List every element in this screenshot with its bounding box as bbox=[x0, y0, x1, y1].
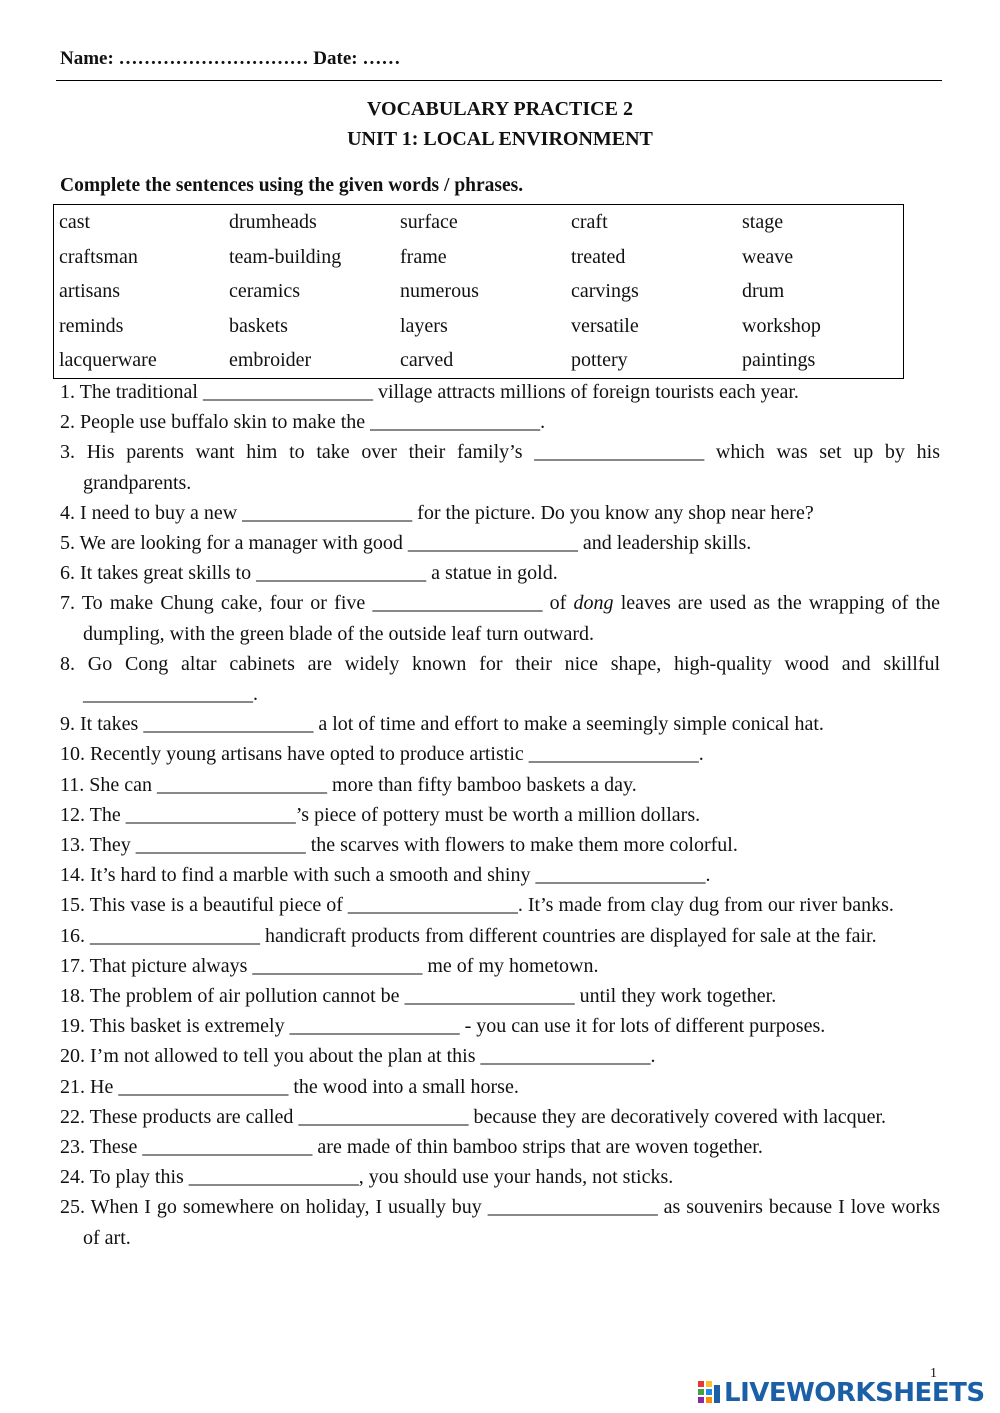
word-box-item: stage bbox=[742, 211, 784, 233]
answer-blank[interactable]: _________________ bbox=[142, 1136, 313, 1159]
question-text: 17. That picture always bbox=[60, 954, 253, 977]
question-item bbox=[60, 739, 940, 769]
word-box-item: embroider bbox=[229, 349, 312, 372]
question-item bbox=[60, 770, 940, 800]
answer-blank[interactable]: _________________ bbox=[534, 441, 705, 464]
word-box-item: drumheads bbox=[229, 211, 317, 233]
question-item bbox=[60, 407, 940, 437]
answer-blank[interactable]: _________________ bbox=[157, 773, 328, 796]
liveworksheets-logo-text: LIVEWORKSHEETS bbox=[724, 1378, 985, 1408]
question-text: 25. When I go somewhere on holiday, I usually buy bbox=[60, 1196, 488, 1219]
page-number: 1 bbox=[930, 1366, 937, 1381]
question-text: ’s piece of pottery must be worth a million dollars. bbox=[295, 803, 701, 826]
question-text: 2. People use buffalo skin to make the bbox=[60, 411, 371, 434]
word-box-row bbox=[54, 240, 903, 274]
question-text: 24. To play this bbox=[60, 1166, 189, 1189]
question-text: are made of thin bamboo strips that are woven together. bbox=[312, 1136, 763, 1159]
question-item bbox=[60, 437, 940, 497]
liveworksheets-logo bbox=[697, 1376, 985, 1410]
question-text: . bbox=[698, 743, 704, 766]
question-text: . bbox=[705, 864, 711, 887]
word-box-row bbox=[54, 309, 903, 343]
instruction: Complete the sentences using the given words / phrases. bbox=[60, 175, 524, 196]
question-list bbox=[60, 377, 940, 1253]
question-item bbox=[60, 800, 940, 830]
question-text: 23. These bbox=[60, 1136, 143, 1159]
question-item bbox=[60, 1192, 940, 1252]
question-item bbox=[60, 498, 940, 528]
word-box bbox=[53, 204, 904, 379]
word-box-item: ceramics bbox=[229, 280, 301, 303]
question-text: and leadership skills. bbox=[577, 532, 752, 555]
question-text: 19. This basket is extremely bbox=[60, 1015, 290, 1038]
word-box-row bbox=[54, 205, 903, 239]
question-text: the scarves with flowers to make them more colorful. bbox=[305, 834, 738, 857]
answer-blank[interactable]: _________________ bbox=[528, 743, 699, 766]
answer-blank[interactable]: _________________ bbox=[135, 834, 306, 857]
answer-blank[interactable]: _________________ bbox=[242, 501, 413, 524]
question-item bbox=[60, 1072, 940, 1102]
question-text: a statue in gold. bbox=[426, 562, 558, 585]
question-item bbox=[60, 1102, 940, 1132]
answer-blank[interactable]: _________________ bbox=[188, 1166, 359, 1189]
answer-blank[interactable]: _________________ bbox=[480, 1045, 651, 1068]
header-rule bbox=[56, 80, 942, 81]
word-box-row bbox=[54, 274, 903, 308]
question-text: 21. He bbox=[60, 1075, 119, 1098]
question-text: until they work together. bbox=[574, 985, 777, 1008]
word-box-item: drum bbox=[742, 280, 785, 303]
question-text: 20. I’m not allowed to tell you about the plan at this bbox=[60, 1045, 481, 1068]
answer-blank[interactable]: _________________ bbox=[298, 1105, 469, 1128]
question-text: 14. It’s hard to find a marble with such a smooth and shiny bbox=[60, 864, 536, 887]
question-item bbox=[60, 709, 940, 739]
question-text: of bbox=[542, 592, 574, 615]
word-box-item: craft bbox=[571, 211, 608, 233]
answer-blank[interactable]: _________________ bbox=[256, 562, 427, 585]
question-item bbox=[60, 377, 940, 407]
word-box-item: baskets bbox=[229, 314, 288, 337]
question-text: 11. She can bbox=[60, 773, 158, 796]
question-item bbox=[60, 921, 940, 951]
question-text: 10. Recently young artisans have opted to produce artistic bbox=[60, 743, 529, 766]
answer-blank[interactable]: _________________ bbox=[90, 924, 260, 947]
question-text: 9. It takes bbox=[60, 713, 144, 736]
word-box-row bbox=[54, 343, 903, 377]
answer-blank[interactable]: _________________ bbox=[118, 1075, 289, 1098]
question-item bbox=[60, 890, 940, 920]
question-text: which was set up by his grandparents. bbox=[83, 441, 940, 494]
word-box-item: cast bbox=[59, 211, 91, 233]
question-text: more than fifty bamboo baskets a day. bbox=[327, 773, 637, 796]
word-box-item: layers bbox=[400, 314, 448, 337]
answer-blank[interactable]: _________________ bbox=[83, 683, 253, 706]
word-box-item: surface bbox=[400, 211, 458, 233]
question-text: village attracts millions of foreign tourists each year. bbox=[372, 381, 799, 403]
question-text: 4. I need to buy a new bbox=[60, 501, 243, 524]
question-text: leaves are used as the wrapping of the dumpling, with the green blade of the outside leaf turn outward. bbox=[83, 592, 940, 645]
question-item bbox=[60, 1162, 940, 1192]
word-box-item: weave bbox=[742, 245, 794, 268]
word-box-item: artisans bbox=[59, 280, 121, 303]
question-text: 16. bbox=[60, 924, 90, 947]
question-text: 6. It takes great skills to bbox=[60, 562, 257, 585]
question-text: 7. To make Chung cake, four or five bbox=[60, 592, 373, 615]
question-text: as souvenirs because I love works of art. bbox=[83, 1196, 940, 1249]
question-text: because they are decoratively covered with lacquer. bbox=[468, 1105, 887, 1128]
answer-blank[interactable]: _________________ bbox=[143, 713, 314, 736]
question-text: . bbox=[650, 1045, 656, 1068]
liveworksheets-logo-icon bbox=[697, 1379, 721, 1407]
question-text: . It’s made from clay dug from our river banks. bbox=[517, 894, 894, 917]
word-box-item: paintings bbox=[742, 349, 816, 372]
question-text: 12. The bbox=[60, 803, 126, 826]
answer-blank[interactable]: _________________ bbox=[252, 954, 423, 977]
answer-blank[interactable]: _________________ bbox=[404, 985, 575, 1008]
question-text: 13. They bbox=[60, 834, 136, 857]
question-text: 22. These products are called bbox=[60, 1105, 299, 1128]
question-item bbox=[60, 830, 940, 860]
question-text: for the picture. Do you know any shop near here? bbox=[412, 501, 814, 524]
question-item bbox=[60, 649, 940, 709]
question-item bbox=[60, 1132, 940, 1162]
question-text: . bbox=[540, 411, 546, 434]
word-box-item: workshop bbox=[742, 314, 821, 337]
answer-blank[interactable]: _________________ bbox=[535, 864, 706, 887]
question-item bbox=[60, 981, 940, 1011]
question-text: 1. The traditional bbox=[60, 381, 203, 403]
question-text: . bbox=[253, 683, 258, 706]
question-item bbox=[60, 860, 940, 890]
word-box-item: versatile bbox=[571, 314, 639, 337]
answer-blank[interactable]: _________________ bbox=[125, 803, 296, 826]
question-item bbox=[60, 588, 940, 648]
word-box-item: craftsman bbox=[59, 245, 138, 268]
answer-blank[interactable]: _________________ bbox=[347, 894, 518, 917]
answer-blank[interactable]: _________________ bbox=[372, 592, 543, 615]
question-text: handicraft products from different countries are displayed for sale at the fair. bbox=[260, 924, 877, 947]
question-item bbox=[60, 1041, 940, 1071]
answer-blank[interactable]: _________________ bbox=[487, 1196, 658, 1219]
answer-blank[interactable]: _________________ bbox=[370, 411, 541, 434]
name-date-line: Name: ………………………… Date: …… bbox=[60, 48, 401, 69]
word-box-item: treated bbox=[571, 245, 626, 268]
question-text: 3. His parents want him to take over their family’s bbox=[60, 441, 535, 464]
word-box-item: carvings bbox=[571, 280, 639, 303]
question-text: the wood into a small horse. bbox=[288, 1075, 519, 1098]
word-box-item: frame bbox=[400, 245, 447, 268]
question-item bbox=[60, 951, 940, 981]
worksheet-title: VOCABULARY PRACTICE 2 bbox=[367, 98, 633, 120]
answer-blank[interactable]: _________________ bbox=[407, 532, 578, 555]
question-item bbox=[60, 528, 940, 558]
question-italic-word: dong bbox=[573, 592, 614, 615]
word-box-item: lacquerware bbox=[59, 349, 157, 372]
question-item bbox=[60, 558, 940, 588]
question-text: a lot of time and effort to make a seemingly simple conical hat. bbox=[313, 713, 824, 736]
question-text: 8. Go Cong altar cabinets are widely known for their nice shape, high-quality wood and skillful bbox=[60, 652, 940, 675]
question-text: 5. We are looking for a manager with good bbox=[60, 532, 408, 555]
question-item bbox=[60, 1011, 940, 1041]
answer-blank[interactable]: _________________ bbox=[289, 1015, 460, 1038]
word-box-item: numerous bbox=[400, 280, 479, 303]
word-box-item: carved bbox=[400, 349, 454, 372]
question-text: - you can use it for lots of different purposes. bbox=[459, 1015, 826, 1038]
word-box-item: team-building bbox=[229, 245, 342, 268]
question-text: , you should use your hands, not sticks. bbox=[358, 1166, 674, 1189]
question-text: 15. This vase is a beautiful piece of bbox=[60, 894, 348, 917]
question-text: me of my hometown. bbox=[422, 954, 599, 977]
unit-title: UNIT 1: LOCAL ENVIRONMENT bbox=[347, 128, 653, 150]
answer-blank[interactable]: _________________ bbox=[202, 381, 373, 403]
word-box-item: pottery bbox=[571, 349, 628, 372]
word-box-item: reminds bbox=[59, 314, 124, 337]
question-text: 18. The problem of air pollution cannot be bbox=[60, 985, 405, 1008]
